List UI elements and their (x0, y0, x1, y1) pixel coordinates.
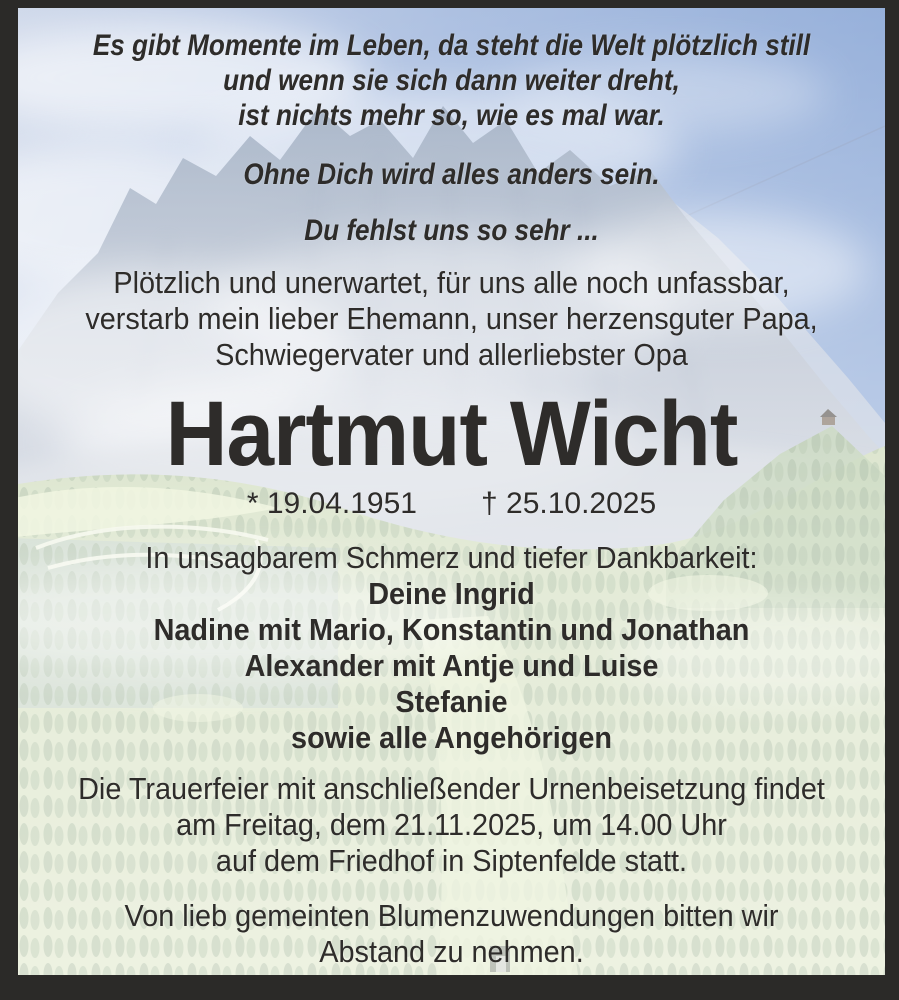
absence-line: Ohne Dich wird alles anders sein. (243, 158, 660, 191)
verse-line: und wenn sie sich dann weiter dreht, (223, 64, 680, 97)
announcement-line: Schwiegervater und allerliebster Opa (215, 337, 688, 372)
opening-verse (74, 28, 828, 133)
birth-date: * 19.04.1951 (246, 487, 417, 520)
obituary-text-layer (18, 8, 885, 975)
mourning-intro: In unsagbarem Schmerz und tiefer Dankbarkeit: (145, 540, 758, 575)
death-announcement (48, 265, 854, 373)
announcement-line: Plötzlich und unerwartet, für uns alle noch unfassbar, (113, 265, 790, 300)
funeral-line: am Freitag, dem 21.11.2025, um 14.00 Uhr (176, 807, 727, 842)
death-date: † 25.10.2025 (480, 487, 657, 520)
funeral-line: auf dem Friedhof in Siptenfelde statt. (215, 843, 688, 878)
mourner-line: Nadine mit Mario, Konstantin und Jonathan (153, 612, 750, 647)
mourner-line: Alexander mit Antje und Luise (244, 648, 659, 683)
flower-line: Abstand zu nehmen. (319, 934, 584, 969)
verse-line: ist nichts mehr so, wie es mal war. (238, 99, 665, 132)
life-dates (18, 487, 885, 521)
mourner-line: Stefanie (395, 684, 508, 719)
flower-request (48, 898, 854, 970)
mourner-line: Deine Ingrid (368, 576, 535, 611)
verse-line: Es gibt Momente im Leben, da steht die Welt plötzlich still (92, 29, 811, 62)
mourner-line: sowie alle Angehörigen (291, 720, 612, 755)
deceased-name: Hartmut Wicht (165, 383, 738, 485)
mourner-list (48, 576, 854, 756)
mountain-photo-background (18, 8, 885, 975)
longing-line: Du fehlst uns so sehr ... (304, 214, 599, 247)
flower-line: Von lieb gemeinten Blumenzuwendungen bitten wir (124, 898, 779, 933)
funeral-info (48, 771, 854, 879)
announcement-line: verstarb mein lieber Ehemann, unser herzensguter Papa, (85, 301, 818, 336)
funeral-line: Die Trauerfeier mit anschließender Urnenbeisetzung findet (78, 771, 825, 806)
